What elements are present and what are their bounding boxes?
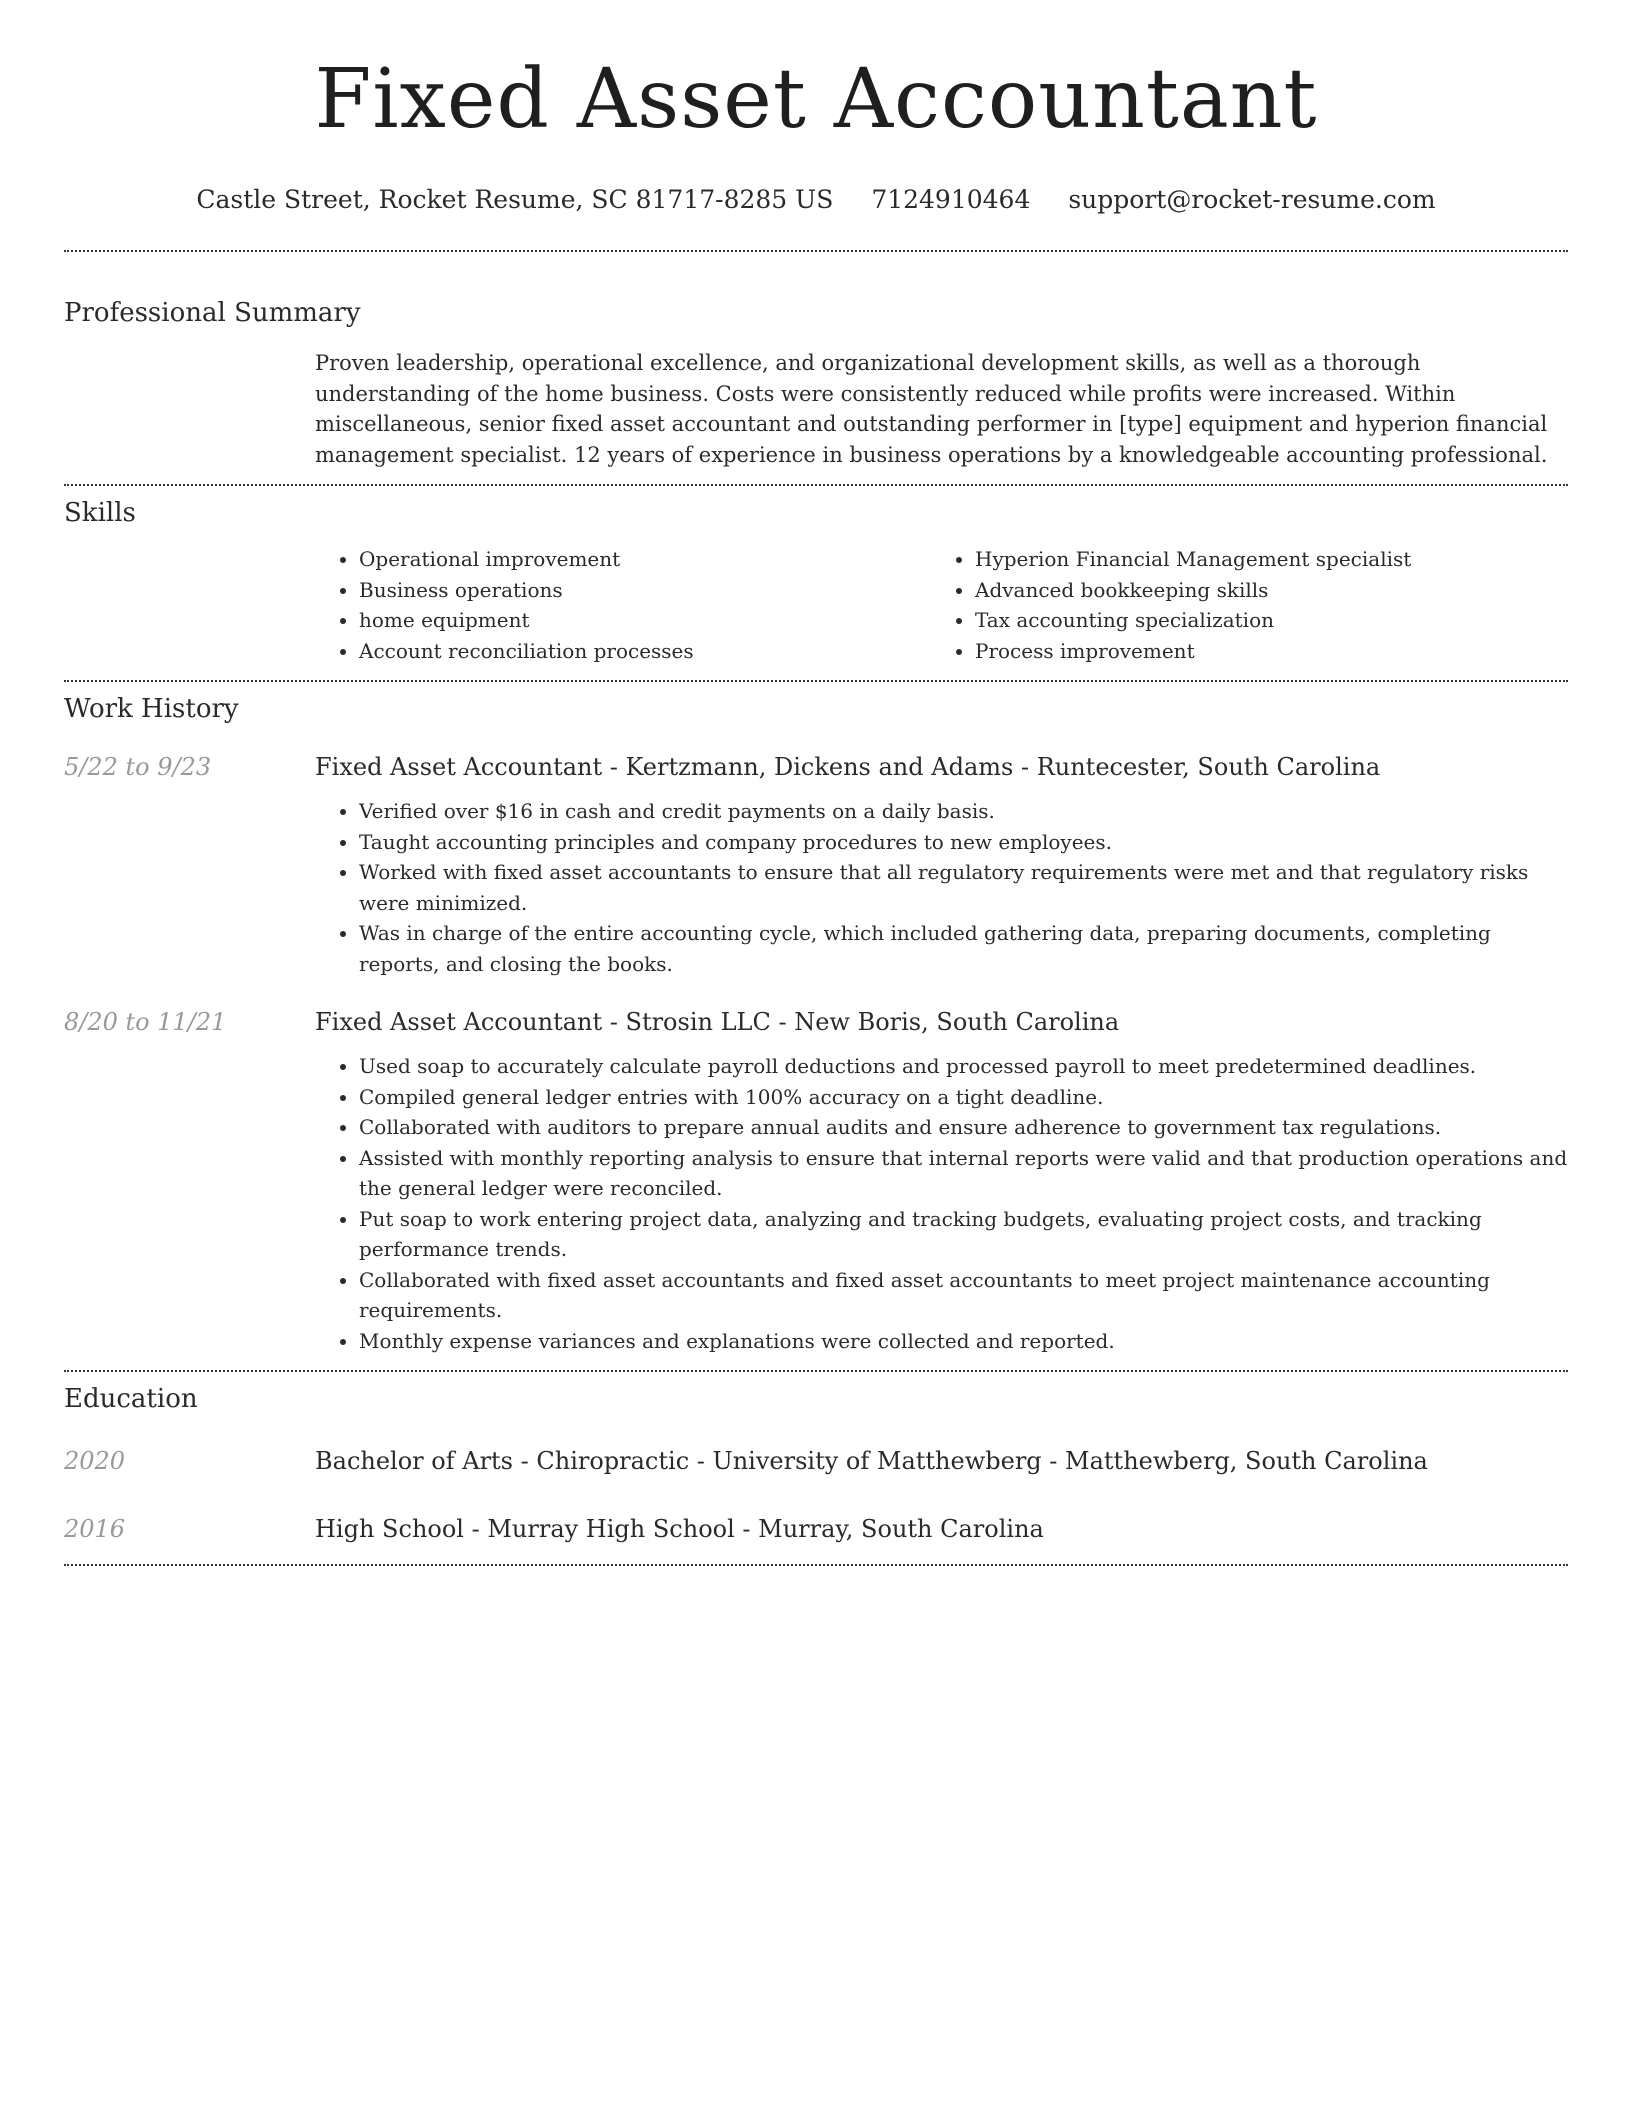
skill-item: • Account reconciliation processes: [359, 636, 931, 667]
skill-item: • Tax accounting specialization: [975, 605, 1547, 636]
job-entry: [64, 750, 1568, 979]
job-bullet: • Put soap to work entering project data, analyzing and tracking budgets, evaluating project costs, and tracking performance trends.: [359, 1204, 1568, 1265]
job-bullet: • Verified over $16 in cash and credit payments on a daily basis.: [359, 796, 1568, 827]
job-dates: 8/20 to 11/21: [64, 1008, 227, 1036]
contact-phone: 7124910464: [871, 185, 1031, 214]
job-bullet: • Compiled general ledger entries with 100% accuracy on a tight deadline.: [359, 1082, 1568, 1113]
summary-body: [64, 348, 1568, 470]
job-bullet: • Assisted with monthly reporting analysis to ensure that internal reports were valid and that production operations and the general ledger were reconciled.: [359, 1143, 1568, 1204]
section-title-summary: Professional Summary: [64, 298, 361, 328]
section-title-education: Education: [64, 1384, 198, 1414]
job-body: [315, 750, 1568, 979]
education-year: 2020: [64, 1447, 126, 1475]
skills-list-right: [931, 544, 1547, 666]
education-text: High School - Murray High School - Murray, South Carolina: [315, 1515, 1044, 1543]
job-title: Fixed Asset Accountant - Kertzmann, Dickens and Adams - Runtecester, South Carolina: [315, 753, 1381, 781]
summary-text: Proven leadership, operational excellence, and organizational development skills, as well as a thorough understanding of the home business. Costs were consistently reduced while profits were increased. Within miscellaneous, senior fixed asset accountant and outstanding performer in [type] equipment and hyperion financial management specialist. 12 years of experience in business operations by a knowledgeable accounting professional.: [315, 351, 1548, 467]
education-entry: [64, 1444, 1568, 1478]
education-year: 2016: [64, 1515, 126, 1543]
skill-item: • home equipment: [359, 605, 931, 636]
job-body: [315, 1005, 1568, 1356]
skill-item: • Advanced bookkeeping skills: [975, 575, 1547, 606]
job-bullet: • Collaborated with auditors to prepare annual audits and ensure adherence to government tax regulations.: [359, 1112, 1568, 1143]
candidate-name: Fixed Asset Accountant: [314, 52, 1318, 147]
education-text: Bachelor of Arts - Chiropractic - University of Matthewberg - Matthewberg, South Carolina: [315, 1447, 1428, 1475]
job-title: Fixed Asset Accountant - Strosin LLC - New Boris, South Carolina: [315, 1008, 1120, 1036]
job-bullet: • Taught accounting principles and company procedures to new employees.: [359, 827, 1568, 858]
section-title-work: Work History: [64, 694, 239, 724]
skill-item: • Business operations: [359, 575, 931, 606]
job-bullets: [315, 796, 1568, 979]
job-bullets: [315, 1051, 1568, 1356]
section-divider: [64, 1564, 1568, 1566]
job-dates: 5/22 to 9/23: [64, 753, 212, 781]
job-bullet: • Used soap to accurately calculate payroll deductions and processed payroll to meet predetermined deadlines.: [359, 1051, 1568, 1082]
skills-section: [64, 486, 1568, 666]
contact-line: [64, 184, 1568, 216]
job-bullet: • Worked with fixed asset accountants to ensure that all regulatory requirements were met and that regulatory risks were minimized.: [359, 857, 1568, 918]
skills-body: [64, 544, 1568, 666]
contact-email: support@rocket-resume.com: [1068, 185, 1436, 214]
job-bullet: • Monthly expense variances and explanations were collected and reported.: [359, 1326, 1568, 1357]
skill-item: • Hyperion Financial Management specialist: [975, 544, 1547, 575]
work-history-section: [64, 682, 1568, 1356]
education-section: [64, 1372, 1568, 1546]
resume-header: [64, 0, 1568, 216]
job-bullet: • Was in charge of the entire accounting cycle, which included gathering data, preparing documents, completing reports, and closing the books.: [359, 918, 1568, 979]
skill-item: • Operational improvement: [359, 544, 931, 575]
professional-summary-section: [64, 252, 1568, 470]
skill-item: • Process improvement: [975, 636, 1547, 667]
skills-list-left: [315, 544, 931, 666]
job-entry: [64, 1005, 1568, 1356]
education-entry: [64, 1512, 1568, 1546]
skills-columns: [315, 544, 1568, 666]
job-bullet: • Collaborated with fixed asset accountants and fixed asset accountants to meet project maintenance accounting requirements.: [359, 1265, 1568, 1326]
section-title-skills: Skills: [64, 498, 136, 528]
contact-address: Castle Street, Rocket Resume, SC 81717-8285 US: [196, 185, 834, 214]
